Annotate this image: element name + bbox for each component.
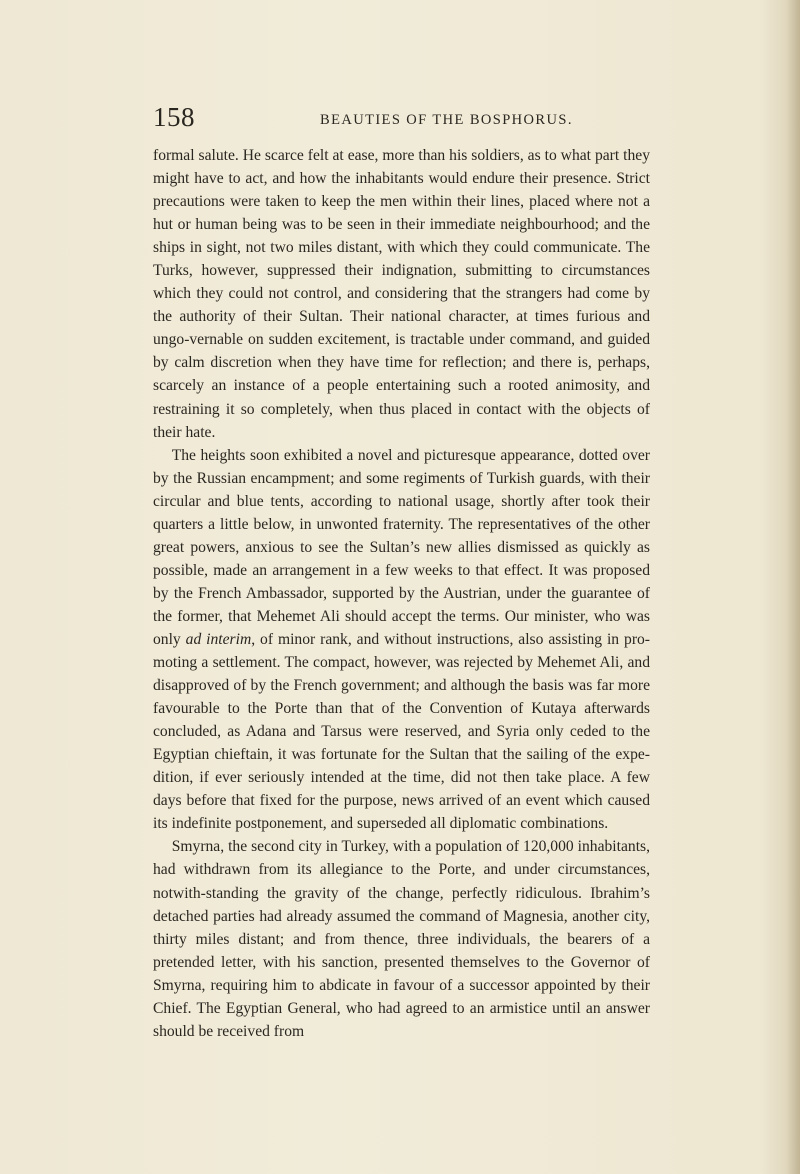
- paragraph-2-text-before: The heights soon exhibited a novel and picturesque appearance, dotted over by the Russian encampment; and some regiments of Turkish guards, with their circular and blue tents, according to national usage, shortly after took their quarters a little below, in unwonted fraternity. The representatives of the other great powers, anxious to see the Sultan’s new allies dismissed as quickly as possible, made an arrangement in a few weeks to that effect. It was proposed by the French Ambassador, supported by the Austrian, under the guarantee of the former, that Mehemet Ali should accept the terms. Our minister, who was only: [153, 446, 650, 648]
- body-text: [153, 144, 650, 1043]
- italic-phrase: ad interim: [185, 630, 252, 648]
- paragraph-1: formal salute. He scarce felt at ease, more than his soldiers, as to what part they might have to act, and how the inhabitants would endure their presence. Strict precautions were taken to keep the men within their lines, placed where not a hut or human being was to be seen in their immediate neighbourhood; and the ships in sight, not two miles distant, with which they could communicate. The Turks, however, suppressed their indignation, submitting to circumstances which they could not control, and considering that the strangers had come by the authority of their Sultan. Their national character, at times furious and ungo-vernable on sudden excitement, is tractable under command, and guided by calm discretion when they have time for reflection; and there is, perhaps, scarcely an instance of a people entertaining such a rooted animosity, and restraining it so completely, when thus placed in contact with the objects of their hate.: [153, 147, 650, 441]
- paragraph-2-text-after: , of minor rank, and without instructions, also assisting in pro-moting a settlement. The compact, however, was rejected by Mehemet Ali, and disapproved of by the French government; and although the basis was far more favourable to the Porte than that of the Convention of Kutaya afterwards concluded, as Adana and Tarsus were reserved, and Syria only ceded to the Egyptian chieftain, it was fortunate for the Sultan that the sailing of the expe-dition, if ever seriously intended at the time, did not then take place. A few days before that fixed for the purpose, news arrived of an event which caused its indefinite postponement, and superseded all diplomatic combinations.: [153, 630, 650, 833]
- paragraph-2: [153, 444, 650, 836]
- paragraph-3: Smyrna, the second city in Turkey, with a population of 120,000 inhabitants, had withdrawn from its allegiance to the Porte, and under circumstances, notwith-standing the gravity of the change, perfectly ridiculous. Ibrahim’s detached parties had already assumed the command of Magnesia, another city, thirty miles distant; and from thence, three individuals, the bearers of a pretended letter, with his sanction, presented themselves to the Governor of Smyrna, requiring him to abdicate in favour of a successor appointed by their Chief. The Egyptian General, who had agreed to an armistice until an answer should be received from: [153, 838, 650, 1040]
- page-edge-shadow: [786, 0, 800, 1174]
- page-number: 158: [153, 102, 195, 132]
- running-title: BEAUTIES OF THE BOSPHORUS.: [320, 112, 573, 128]
- page-header: [153, 102, 653, 138]
